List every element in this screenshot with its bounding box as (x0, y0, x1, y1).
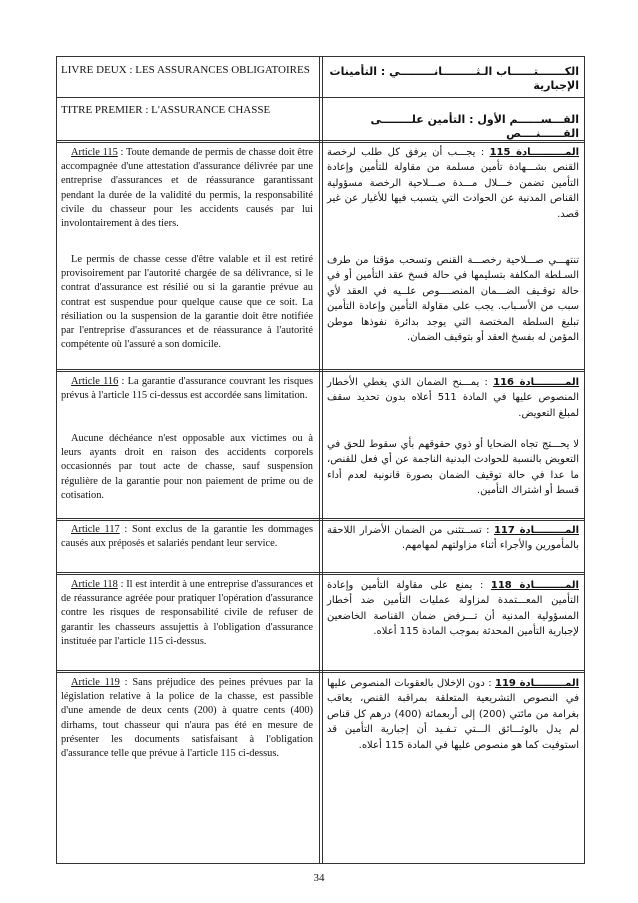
document-table (56, 56, 585, 864)
article-label: المـــــــــادة 118 (490, 580, 579, 591)
row-divider (57, 670, 584, 673)
article-116-ar (327, 375, 579, 421)
article-119-ar (327, 676, 579, 753)
article-116-fr-para2: Aucune déchéance n'est opposable aux victimes ou à leurs ayants droit en raison des accidents corporels occasionnés par tout acte de chasse, sauf suspension régulière de la garantie pour non paiement de prime ou de cotisation. (61, 433, 313, 501)
article-118-fr (61, 578, 313, 649)
article-label: Article 116 (71, 376, 119, 387)
article-label: Article 118 (71, 579, 118, 590)
row-divider (57, 572, 584, 575)
article-text: : يمنع على مقاولة التأمين وإعادة التأمين المعـــتمدة لمزاولة عمليات التأمين ضد أخطار المسؤولية المدنية أن تـــرفض ضمان القناصة الخاضعين لإجبارية التأمين المحدثة بموجب المادة 115 أعلاه. (327, 580, 579, 638)
article-115-ar-para2: تنتهـــي صـــلاحية رخصـــة القنص وتسحب مؤقتا من طرف السـلطة المكلفة بتسليمها في حالة فسخ عقد التأمين أو في حالة توقـيف الضـــمان المنصــــوص علــيه في العقد لأي سبب من الأسـباب. يجب على مقاولة التأمين وإعادة التأمين تبليغ السلطة المختصة التي يوجد بدائرة نفوذها موطن المؤمن له بفسخ العقد أو بتوقيف الضمان. (327, 255, 579, 344)
article-text: : دون الإخلال بالعقوبات المنصوص عليها في النصوص التشريعية المتعلقة بمراقبة القنص، يعاقب بغرامة من مائتي (200) إلى أربعمائة (400) درهم كل قناص لم يدل بالوثـــائق الـــتي تـفـيد أن إجبارية التأمين قد استوفيت كما هو منصوص عليها في المادة 115 أعلاه. (327, 678, 579, 751)
row-divider (57, 369, 584, 372)
article-text: : Toute demande de permis de chasse doit être accompagnée d'une attestation d'assurance délivrée par une entreprise d'assurances et de réassurance garantissant pendant la durée de la validité du permis, la responsabilité civile du chasseur pour les accidents causés par lui involontairement à des tiers. (61, 147, 313, 230)
article-116-fr (61, 375, 313, 403)
article-label: المـــــــــادة 117 (493, 525, 580, 536)
article-text: : La garantie d'assurance couvrant les risques prévus à l'article 115 ci-dessus est accordée sans limitation. (61, 376, 313, 402)
article-119-fr (61, 676, 313, 761)
article-text: : تســتثنى من الضمان الأضرار اللاحقة بالمأمورين والأجراء أثناء مزاولتهم لمهامهم. (327, 525, 579, 552)
page-number: 34 (313, 872, 325, 884)
article-115-fr (61, 146, 313, 231)
article-label: المــــــــــادة 115 (489, 147, 580, 158)
article-115-ar (327, 145, 579, 222)
article-116-ar-para2: لا يحـــتج تجاه الضحايا أو ذوي حقوقهم بأي سقوط للحق في التعويض بالنسبة للحوادث البدنية الناجمة عن أي فعل للقنص، ما عدا في حالة توقيف الضمان بصورة قانونية لعدم أداء قسط أو اشتراك التأمين. (327, 439, 579, 497)
livre-title-fr: LIVRE DEUX : LES ASSURANCES OBLIGATOIRES (61, 64, 310, 76)
article-text: : يجـــب أن يرفق كل طلب لرخصة القنص بشـــهادة تأمين مسلمة من مقاولة للتأمين وإعادة التأمين تضمن خـــلال مـــدة صـــلاحية الرخصة مسؤولية القناص المدنية عن الحوادث التي يتسبب فيها للأغيار عن غير قصد. (327, 147, 579, 220)
article-117-fr (61, 523, 313, 551)
article-label: Article 119 (71, 677, 120, 688)
row-divider (57, 140, 584, 143)
article-117-ar (327, 523, 579, 554)
livre-title-ar: الكـــــــتــــــاب الـثـــــــــانـــــــــي : التأمينات الإجبارية (329, 65, 579, 93)
article-label: المـــــــــادة 116 (493, 377, 580, 388)
article-label: Article 115 (71, 147, 118, 158)
article-label: Article 117 (71, 524, 120, 535)
article-text: : يمـــنح الضمان الذي يغطي الأخطار المنصوص عليها في المادة 511 أعلاه بدون تحديد سقف لمبلغ التعويض. (327, 377, 579, 419)
column-divider (322, 57, 323, 863)
titre-title-fr: TITRE PREMIER : L'ASSURANCE CHASSE (61, 104, 271, 116)
article-115-fr-para2: Le permis de chasse cesse d'être valable et il est retiré provisoirement par l'autorité chargée de sa délivrance, si le contrat d'assurance est résilié ou si la garantie prévue au contrat est suspendue pour quelque cause que ce soit. La résiliation ou la suspension de la garantie doit être notifiée par l'entreprise d'assurances et de réassurance à l'autorité compétente où l'assuré a son domicile. (61, 254, 313, 351)
column-divider (319, 57, 320, 863)
article-text: : Il est interdit à une entreprise d'assurances et de réassurance agréée pour pratiquer l'opération d'assurance contre les risques de responsabilité civile de refuser de garantir les chasseurs assujettis à l'obligation d'assurance instituée par l'article 115 ci-dessus. (61, 579, 313, 647)
row-divider (57, 97, 584, 98)
article-text: : Sont exclus de la garantie les dommages causés aux préposés et salariés pendant leur service. (61, 524, 313, 550)
row-divider (57, 518, 584, 521)
article-label: المـــــــــادة 119 (494, 678, 580, 689)
titre-title-ar: القـــســــــم الأول : التأمين علــــــــى القــــــنــــص (370, 113, 579, 141)
article-text: : Sans préjudice des peines prévues par la législation relative à la police de la chasse, est passible d'une amende de deux cents (200) à quatre cents (400) dirhams, tout chasseur qui n'aura pas été en mesure de présenter les documents satisfaisant à l'obligation d'assurance telle que prévue à l'article 115 ci-dessus. (61, 677, 313, 760)
article-118-ar (327, 578, 579, 640)
